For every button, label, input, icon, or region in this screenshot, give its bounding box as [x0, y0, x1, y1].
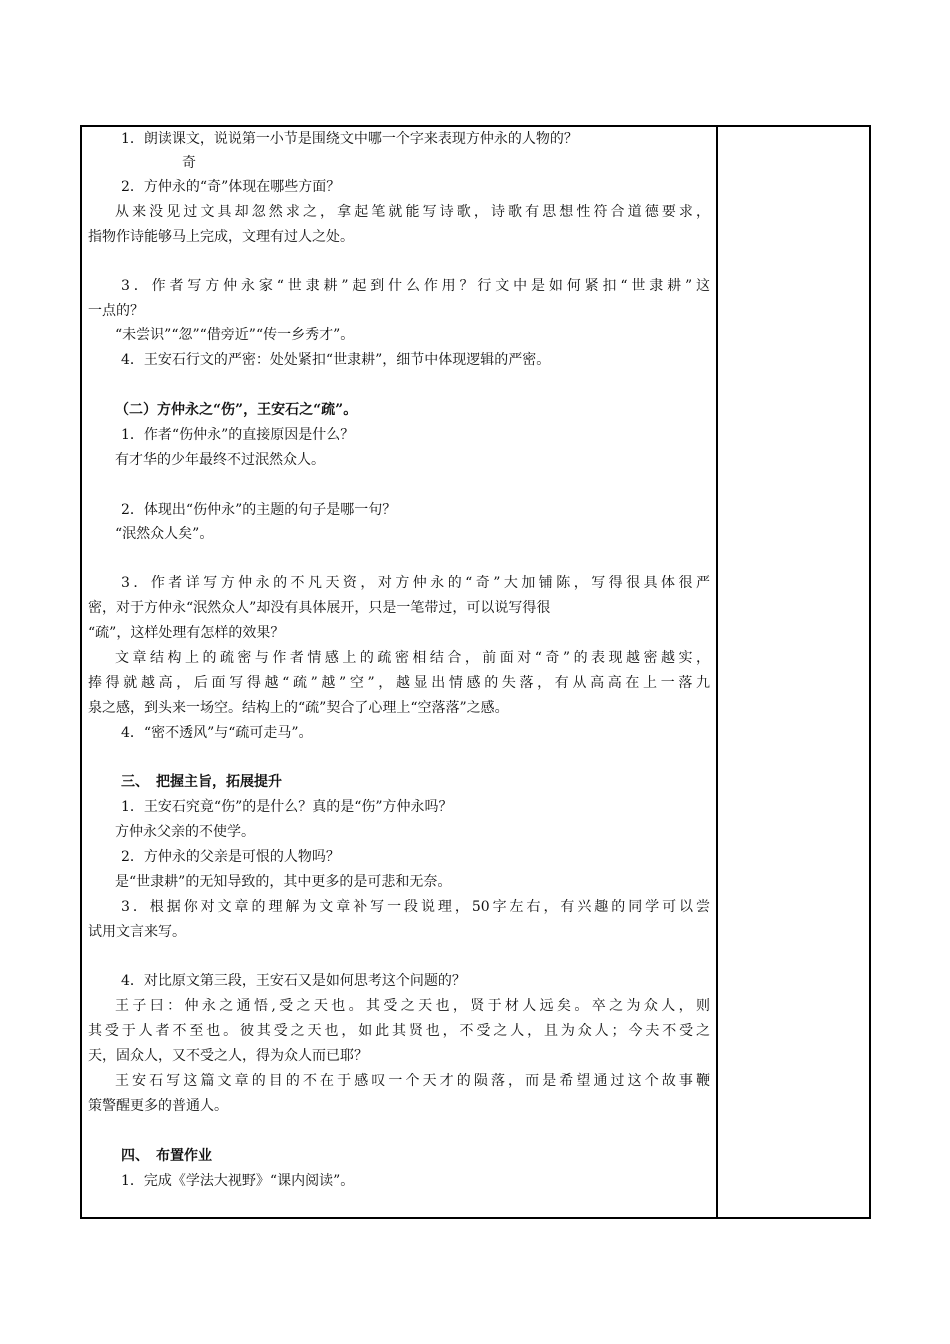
answer-2-line-1: 从来没见过文具却忽然求之，拿起笔就能写诗歌，诗歌有思想性符合道德要求，	[115, 204, 710, 220]
answer-3: “未尝识”“忽”“借旁近”“传一乡秀才”。	[115, 327, 355, 343]
section-2-point-4: 4．“密不透风”与“疏可走马”。	[121, 725, 313, 741]
quote-line-3: 天，固众人，又不受之人，得为众人而已耶？	[88, 1048, 368, 1064]
section-heading-3: 三、 把握主旨，拓展提升	[121, 774, 282, 790]
conclusion-line-2: 策警醒更多的普通人。	[88, 1098, 228, 1114]
notes-cell	[718, 127, 869, 1217]
question-3-line-2: 一点的？	[88, 303, 144, 319]
quote-line-1: 王子曰：仲永之通悟,受之天也。其受之天也，贤于材人远矣。卒之为众人，则	[115, 998, 710, 1014]
answer-2-line-2: 指物作诗能够马上完成，文理有过人之处。	[88, 229, 354, 245]
section-2-question-2: 2．体现出“伤仲永”的主题的句子是哪一句？	[121, 502, 397, 518]
section-2-answer-3-line-1: 文章结构上的疏密与作者情感上的疏密相结合，前面对“奇”的表现越密越实，	[115, 650, 710, 666]
homework-item-1: 1．完成《学法大视野》“课内阅读”。	[121, 1173, 355, 1189]
section-2-question-3-line-2: 密，对于方仲永“泯然众人”却没有具体展开，只是一笔带过，可以说写得很	[88, 600, 551, 616]
section-3-answer-1: 方仲永父亲的不使学。	[115, 824, 255, 840]
section-3-question-2: 2．方仲永的父亲是可恨的人物吗？	[121, 849, 340, 865]
section-3-question-3-line-1: 3．根据你对文章的理解为文章补写一段说理，50字左右，有兴趣的同学可以尝	[121, 899, 710, 915]
section-3-question-3-line-2: 试用文言来写。	[88, 924, 186, 940]
answer-1: 奇	[182, 155, 196, 171]
section-2-answer-1: 有才华的少年最终不过泯然众人。	[115, 452, 325, 468]
section-heading-4: 四、 布置作业	[121, 1148, 212, 1164]
section-heading-2: （二）方仲永之“伤”，王安石之“疏”。	[115, 402, 358, 418]
section-2-answer-3-line-3: 泉之感，到头来一场空。结构上的“疏”契合了心理上“空落落”之感。	[88, 700, 509, 716]
quote-line-2: 其受于人者不至也。彼其受之天也，如此其贤也，不受之人，且为众人；今夫不受之	[88, 1023, 710, 1039]
section-3-question-4: 4．对比原文第三段，王安石又是如何思考这个问题的？	[121, 973, 466, 989]
section-2-question-3-line-3: “疏”，这样处理有怎样的效果？	[88, 625, 285, 641]
section-3-question-1: 1．王安石究竟“伤”的是什么？真的是“伤”方仲永吗？	[121, 799, 453, 815]
section-3-answer-2: 是“世隶耕”的无知导致的，其中更多的是可悲和无奈。	[115, 874, 452, 890]
question-2: 2．方仲永的“奇”体现在哪些方面？	[121, 179, 341, 195]
section-2-question-3-line-1: 3．作者详写方仲永的不凡天资，对方仲永的“奇”大加铺陈，写得很具体很严	[121, 575, 710, 591]
question-1: 1．朗读课文，说说第一小节是围绕文中哪一个字来表现方仲永的人物的？	[121, 131, 578, 147]
point-4: 4．王安石行文的严密：处处紧扣“世隶耕”，细节中体现逻辑的严密。	[121, 352, 551, 368]
section-2-answer-3-line-2: 捧得就越高，后面写得越“疏”越”空”，越显出情感的失落，有从高高在上一落九	[88, 675, 710, 691]
conclusion-line-1: 王安石写这篇文章的目的不在于感叹一个天才的陨落，而是希望通过这个故事鞭	[115, 1073, 710, 1089]
section-2-question-1: 1．作者“伤仲永”的直接原因是什么？	[121, 427, 355, 443]
question-3-line-1: 3．作者写方仲永家“世隶耕”起到什么作用？行文中是如何紧扣“世隶耕”这	[121, 278, 710, 294]
section-2-answer-2: “泯然众人矣”。	[115, 526, 214, 542]
